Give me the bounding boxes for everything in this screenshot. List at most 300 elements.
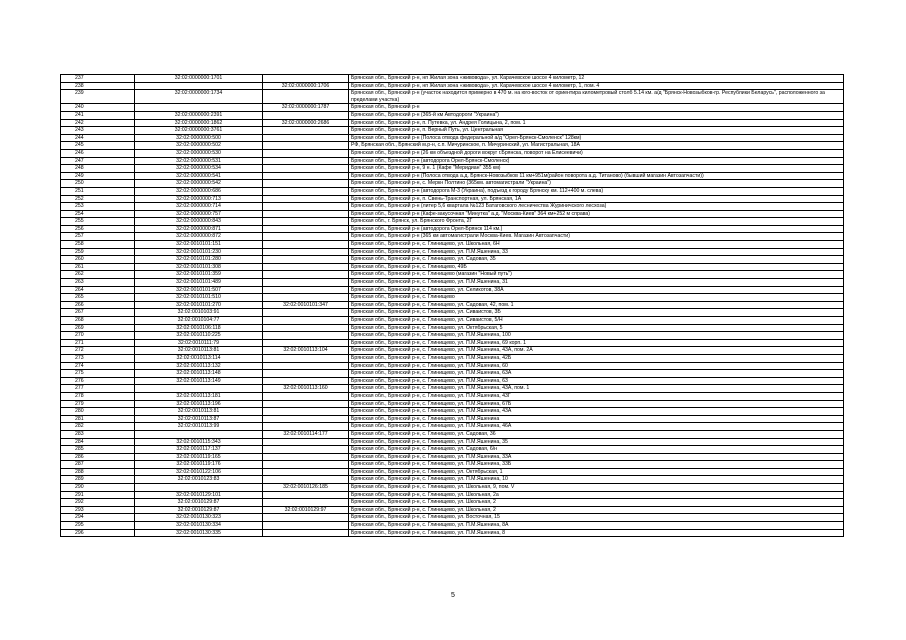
related-cadastral-number-cell <box>263 203 349 211</box>
address-cell: Брянская обл., Брянский р-н, п. Путевка, ул. Андрея Голицына, 2, пом. 1 <box>349 119 844 127</box>
cadastral-number-cell: 32:02:0010113:114 <box>135 354 263 362</box>
cadastral-number-cell: 32:02:0000000:1862 <box>135 119 263 127</box>
row-number: 276 <box>61 377 135 385</box>
table-row <box>61 218 844 226</box>
row-number: 269 <box>61 324 135 332</box>
cadastral-number-cell: 32:02:0010106:118 <box>135 324 263 332</box>
address-cell: Брянская обл., Брянский р-н, с. Глинищево, ул. П.М.Яшенина, 35 <box>349 438 844 446</box>
row-number: 280 <box>61 408 135 416</box>
related-cadastral-number-cell <box>263 149 349 157</box>
table-row <box>61 294 844 302</box>
address-cell: Брянская обл., Брянский р-н, нп Жилая зона «живовода», ул. Карачевское шоссе 4 километр, 12 <box>349 75 844 83</box>
cadastral-number-cell: 32:02:0010113:148 <box>135 370 263 378</box>
address-cell: Брянская обл., Брянский р-н (365-й км Автодороги "Украина") <box>349 111 844 119</box>
table-row <box>61 271 844 279</box>
address-cell: Брянская обл., Брянский р-н <box>349 104 844 112</box>
row-number: 257 <box>61 233 135 241</box>
related-cadastral-number-cell <box>263 210 349 218</box>
related-cadastral-number-cell <box>263 111 349 119</box>
address-cell: Брянская обл., Брянский р-н, с. Глинищево, ул. Школьная, 9, пом. V <box>349 484 844 492</box>
related-cadastral-number-cell <box>263 142 349 150</box>
related-cadastral-number-cell <box>263 522 349 530</box>
cadastral-number-cell: 32:02:0010117:137 <box>135 446 263 454</box>
cadastral-number-cell: 32:02:0010113:81 <box>135 347 263 355</box>
cadastral-number-cell: 32:02:0000000:871 <box>135 225 263 233</box>
related-cadastral-number-cell <box>263 362 349 370</box>
related-cadastral-number-cell <box>263 408 349 416</box>
address-cell: Брянская обл., Брянский р-н (Кафе-закусочная "Минутка" а.д. "Москва-Киев" 364 км+252 м справа) <box>349 210 844 218</box>
related-cadastral-number-cell <box>263 332 349 340</box>
row-number: 296 <box>61 529 135 537</box>
related-cadastral-number-cell <box>263 468 349 476</box>
row-number: 278 <box>61 392 135 400</box>
related-cadastral-number-cell <box>263 271 349 279</box>
row-number: 293 <box>61 506 135 514</box>
address-cell: Брянская обл., Брянский р-н, с. Глинищево, ул. П.М.Яшенина, 100 <box>349 332 844 340</box>
cadastral-number-cell: 32:02:0010101:489 <box>135 279 263 287</box>
cadastral-number-cell: 32:02:0010101:507 <box>135 286 263 294</box>
row-number: 282 <box>61 423 135 431</box>
cadastral-number-cell: 32:02:0000000:1701 <box>135 75 263 83</box>
table-row <box>61 347 844 355</box>
row-number: 258 <box>61 241 135 249</box>
address-cell: Брянская обл., Брянский р-н (литер 5,6 квартала №123 Батаговского лесничества Журиничского лесхоза) <box>349 203 844 211</box>
cadastral-number-cell: 32:02:0000000:502 <box>135 142 263 150</box>
address-cell: Брянская обл., г. Брянск, ул. Брянского Фронта, 2Г <box>349 218 844 226</box>
related-cadastral-number-cell: 32:02:0000000:1706 <box>263 82 349 90</box>
table-row <box>61 491 844 499</box>
table-row <box>61 82 844 90</box>
address-cell: Брянская обл., Брянский р-н, с. Глинищево, ул. П.М.Яшенина, 43Г <box>349 392 844 400</box>
table-row <box>61 499 844 507</box>
related-cadastral-number-cell <box>263 218 349 226</box>
cadastral-number-cell: 32:02:0010113:149 <box>135 377 263 385</box>
row-number: 248 <box>61 165 135 173</box>
address-cell: Брянская обл., Брянский р-н, с. Глинищево, ул. П.М.Яшенина <box>349 415 844 423</box>
address-cell: Брянская обл., Брянский р-н, с. Глинищево, ул. П.М.Яшенина, 67Б <box>349 400 844 408</box>
address-cell: Брянская обл., Брянский р-н, с. Глинищево, ул. П.М.Яшенина, 33 <box>349 248 844 256</box>
address-cell: Брянская обл., Брянский р-н, нп Жилая зона «живовода», ул. Карачевское шоссе 4 километр, 1, пом. 4 <box>349 82 844 90</box>
table-row <box>61 408 844 416</box>
cadastral-number-cell: 32:02:0010129:87 <box>135 499 263 507</box>
address-cell: Брянская обл., Брянский р-н, с. Глинищево, ул. Школьная, 2 <box>349 499 844 507</box>
row-number: 277 <box>61 385 135 393</box>
address-cell: Брянская обл., Брянский р-н, с. Глинищево, ул. П.М.Яшенина, 42Б <box>349 354 844 362</box>
related-cadastral-number-cell <box>263 377 349 385</box>
table-row <box>61 263 844 271</box>
cadastral-number-cell: 32:02:0000000:714 <box>135 203 263 211</box>
related-cadastral-number-cell <box>263 263 349 271</box>
related-cadastral-number-cell: 32:02:0000000:2686 <box>263 119 349 127</box>
address-cell: Брянская обл., Брянский р-н, с. Глинищево, ул. П.М.Яшенина, 63А <box>349 370 844 378</box>
row-number: 256 <box>61 225 135 233</box>
related-cadastral-number-cell: 32:02:0010113:160 <box>263 385 349 393</box>
row-number: 281 <box>61 415 135 423</box>
address-cell: Брянская обл., Брянский р-н (26 км объездной дороги вокруг г.Брянска, поворот на Елисеевичи) <box>349 149 844 157</box>
related-cadastral-number-cell <box>263 256 349 264</box>
table-row <box>61 165 844 173</box>
row-number: 270 <box>61 332 135 340</box>
address-cell: Брянская обл., Брянский р-н, с. Глинищево, ул. П.М.Яшенина, 31 <box>349 279 844 287</box>
table-row <box>61 446 844 454</box>
cadastral-number-cell: 32:02:0010101:230 <box>135 248 263 256</box>
row-number: 259 <box>61 248 135 256</box>
related-cadastral-number-cell <box>263 233 349 241</box>
related-cadastral-number-cell <box>263 294 349 302</box>
related-cadastral-number-cell <box>263 248 349 256</box>
cadastral-number-cell: 32:02:0010113:81 <box>135 408 263 416</box>
related-cadastral-number-cell <box>263 370 349 378</box>
cadastral-number-cell: 32:02:0010129:87 <box>135 506 263 514</box>
row-number: 291 <box>61 491 135 499</box>
table-row <box>61 370 844 378</box>
related-cadastral-number-cell <box>263 491 349 499</box>
cadastral-number-cell: 32:02:0010101:308 <box>135 263 263 271</box>
cadastral-number-cell: 32:02:0010115:343 <box>135 438 263 446</box>
cadastral-number-cell: 32:02:0000000:757 <box>135 210 263 218</box>
row-number: 255 <box>61 218 135 226</box>
address-cell: Брянская обл., Брянский р-н, с. Глинищево, ул. Октябрьская, 5 <box>349 324 844 332</box>
cadastral-number-cell: 32:02:0010111:79 <box>135 339 263 347</box>
table-row <box>61 180 844 188</box>
address-cell: Брянская обл., Брянский р-н (участок находится примерно в 470 м. на юго-восток от ориентира километровый столб 5.14 км. а/д "Брянск-Новозыбков-гр. Республики Беларусь", расположенного за пределами участка) <box>349 90 844 104</box>
cadastral-number-cell: 32:02:0000000:843 <box>135 218 263 226</box>
address-cell: Брянская обл., Брянский р-н, с. Глинищево, ул. П.М.Яшенина, 8 <box>349 529 844 537</box>
related-cadastral-number-cell <box>263 165 349 173</box>
related-cadastral-number-cell <box>263 514 349 522</box>
row-number: 262 <box>61 271 135 279</box>
related-cadastral-number-cell <box>263 241 349 249</box>
address-cell: Брянская обл., Брянский р-н (автодорога Орел-Брянск 114 км.) <box>349 225 844 233</box>
row-number: 250 <box>61 180 135 188</box>
cadastral-number-cell: 32:02:0010119:176 <box>135 461 263 469</box>
cadastral-number-cell: 32:02:0010110:225 <box>135 332 263 340</box>
table-row <box>61 111 844 119</box>
cadastral-number-cell: 32:02:0010101:359 <box>135 271 263 279</box>
related-cadastral-number-cell <box>263 324 349 332</box>
table-row <box>61 134 844 142</box>
row-number: 284 <box>61 438 135 446</box>
table-row <box>61 332 844 340</box>
table-row <box>61 256 844 264</box>
table-row <box>61 430 844 438</box>
row-number: 283 <box>61 430 135 438</box>
cadastral-number-cell: 32:02:0010101:270 <box>135 301 263 309</box>
related-cadastral-number-cell <box>263 415 349 423</box>
table-row <box>61 286 844 294</box>
table-row <box>61 529 844 537</box>
address-cell: Брянская обл., Брянский р-н, с. Глинищево, ул. П.М.Яшенина, 10 <box>349 476 844 484</box>
table-row <box>61 423 844 431</box>
address-cell: Брянская обл., Брянский р-н, с. Глинищево, ул. П.М.Яшенина, 60 <box>349 362 844 370</box>
row-number: 251 <box>61 187 135 195</box>
address-cell: Брянская обл., Брянский р-н, с. Глинищево, ул. Восточная, 15 <box>349 514 844 522</box>
cadastral-number-cell: 32:02:0010130:334 <box>135 522 263 530</box>
table-row <box>61 301 844 309</box>
address-cell: Брянская обл., Брянский р-н, с. Глинищево, ул. П.М.Яшенина, 43А, пом. 2А <box>349 347 844 355</box>
table-row <box>61 241 844 249</box>
table-row <box>61 172 844 180</box>
table-row <box>61 339 844 347</box>
cadastral-number-cell: 32:02:0010130:335 <box>135 529 263 537</box>
table-row <box>61 484 844 492</box>
cadastral-number-cell: 32:02:0010113:181 <box>135 392 263 400</box>
address-cell: Брянская обл., Брянский р-н, с. Глинищево, ул. П.М.Яшенина, 69 корп. 1 <box>349 339 844 347</box>
row-number: 254 <box>61 210 135 218</box>
related-cadastral-number-cell <box>263 195 349 203</box>
address-cell: Брянская обл., Брянский р-н, с. Глинищево, ул. Садовая, 42, пом. 1 <box>349 301 844 309</box>
row-number: 242 <box>61 119 135 127</box>
table-row <box>61 142 844 150</box>
row-number: 241 <box>61 111 135 119</box>
row-number: 243 <box>61 127 135 135</box>
address-cell: Брянская обл., Брянский р-н, с. Глинищево <box>349 294 844 302</box>
cadastral-number-cell: 32:02:0000000:531 <box>135 157 263 165</box>
related-cadastral-number-cell <box>263 225 349 233</box>
address-cell: Брянская обл., Брянский р-н, с. Глинищево, ул. Школьная, 2 <box>349 506 844 514</box>
cadastral-number-cell: 32:02:0010129:101 <box>135 491 263 499</box>
table-row <box>61 362 844 370</box>
table-row <box>61 157 844 165</box>
cadastral-number-cell: 32:02:0000000:500 <box>135 134 263 142</box>
related-cadastral-number-cell <box>263 75 349 83</box>
row-number: 275 <box>61 370 135 378</box>
related-cadastral-number-cell: 32:02:0010126:185 <box>263 484 349 492</box>
row-number: 245 <box>61 142 135 150</box>
cadastral-number-cell: 32:02:0000000:542 <box>135 180 263 188</box>
address-cell: Брянская обл., Брянский р-н (автодорога Орел-Брянск-Смоленск) <box>349 157 844 165</box>
cadastral-number-cell <box>135 484 263 492</box>
table-row <box>61 453 844 461</box>
table-row <box>61 400 844 408</box>
related-cadastral-number-cell <box>263 438 349 446</box>
cadastral-number-cell: 32:02:0000000:530 <box>135 149 263 157</box>
cadastral-number-cell <box>135 385 263 393</box>
cadastral-number-cell: 32:02:0010113:132 <box>135 362 263 370</box>
row-number: 271 <box>61 339 135 347</box>
table-row <box>61 225 844 233</box>
row-number: 272 <box>61 347 135 355</box>
address-cell: Брянская обл., Брянский р-н, п. Свень-Транспортная, ул. Брянская, 1А <box>349 195 844 203</box>
related-cadastral-number-cell <box>263 453 349 461</box>
row-number: 266 <box>61 301 135 309</box>
row-number: 290 <box>61 484 135 492</box>
row-number: 247 <box>61 157 135 165</box>
related-cadastral-number-cell: 32:02:0010101:347 <box>263 301 349 309</box>
row-number: 253 <box>61 203 135 211</box>
row-number: 294 <box>61 514 135 522</box>
cadastral-number-cell: 32:02:0000000:713 <box>135 195 263 203</box>
row-number: 237 <box>61 75 135 83</box>
row-number: 244 <box>61 134 135 142</box>
cadastral-number-cell: 32:02:0000000:3761 <box>135 127 263 135</box>
row-number: 286 <box>61 453 135 461</box>
related-cadastral-number-cell <box>263 400 349 408</box>
row-number: 263 <box>61 279 135 287</box>
related-cadastral-number-cell <box>263 172 349 180</box>
table-row <box>61 354 844 362</box>
related-cadastral-number-cell <box>263 286 349 294</box>
table-row <box>61 415 844 423</box>
related-cadastral-number-cell: 32:02:0010113:104 <box>263 347 349 355</box>
row-number: 249 <box>61 172 135 180</box>
address-cell: Брянская обл., Брянский р-н, с. Глинищево, 49Б <box>349 263 844 271</box>
address-cell: Брянская обл., Брянский р-н, п. Верный Путь, ул. Центральная <box>349 127 844 135</box>
cadastral-number-cell: 32:02:0000000:534 <box>135 165 263 173</box>
cadastral-number-cell: 32:02:0000000:872 <box>135 233 263 241</box>
row-number: 285 <box>61 446 135 454</box>
row-number: 267 <box>61 309 135 317</box>
address-cell: Брянская обл., Брянский р-н, с. Глинищево, ул. П.М.Яшенина, 8А <box>349 522 844 530</box>
address-cell: Брянская обл., Брянский р-н, с. Глинищево, ул. П.М.Яшенина, 33А <box>349 453 844 461</box>
address-cell: Брянская обл., Брянский р-н, с. Глинищево, ул. П.М.Яшенина, 46А <box>349 423 844 431</box>
related-cadastral-number-cell <box>263 317 349 325</box>
cadastral-number-cell: 32:02:0010101:510 <box>135 294 263 302</box>
address-cell: Брянская обл., Брянский р-н, с. Глинищево, ул. Сиваистов, 5/Н <box>349 317 844 325</box>
table-row <box>61 195 844 203</box>
related-cadastral-number-cell <box>263 392 349 400</box>
table-row <box>61 210 844 218</box>
table-row <box>61 468 844 476</box>
row-number: 246 <box>61 149 135 157</box>
address-cell: Брянская обл., Брянский р-н, с. Глинищево, ул. П.М.Яшенина, 43А <box>349 408 844 416</box>
table-row <box>61 233 844 241</box>
table-row <box>61 75 844 83</box>
row-number: 264 <box>61 286 135 294</box>
address-cell: Брянская обл., Брянский р-н, с. Глинищево, ул. Сиваистов, 3Б <box>349 309 844 317</box>
row-number: 268 <box>61 317 135 325</box>
cadastral-number-cell: 32:02:0010130:323 <box>135 514 263 522</box>
row-number: 279 <box>61 400 135 408</box>
cadastral-number-cell: 32:02:0000000:1734 <box>135 90 263 104</box>
cadastral-number-cell: 32:02:0010113:87 <box>135 415 263 423</box>
table-row <box>61 385 844 393</box>
table-body <box>61 75 844 537</box>
related-cadastral-number-cell <box>263 423 349 431</box>
related-cadastral-number-cell <box>263 127 349 135</box>
related-cadastral-number-cell <box>263 529 349 537</box>
table-row <box>61 187 844 195</box>
row-number: 261 <box>61 263 135 271</box>
related-cadastral-number-cell <box>263 90 349 104</box>
row-number: 288 <box>61 468 135 476</box>
row-number: 238 <box>61 82 135 90</box>
cadastral-number-cell: 32:02:0000000:686 <box>135 187 263 195</box>
cadastral-number-cell: 32:02:0000000:541 <box>135 172 263 180</box>
address-cell: Брянская обл., Брянский р-н (автодорога М-3 (Украина), подъезд к городу Брянску км. 112+400 м. слева) <box>349 187 844 195</box>
related-cadastral-number-cell <box>263 354 349 362</box>
cadastral-number-cell: 32:02:0010101:280 <box>135 256 263 264</box>
address-cell: Брянская обл., Брянский р-н (Полоса отвода федеральной а/д "Орел-Брянск-Смоленск" 128км) <box>349 134 844 142</box>
row-number: 292 <box>61 499 135 507</box>
address-cell: Брянская обл., Брянский р-н, с. Глинищево, ул. Садовая, 6/н <box>349 446 844 454</box>
row-number: 273 <box>61 354 135 362</box>
address-cell: Брянская обл., Брянский р-н, с. Глинищево, ул. Школьная, 2а <box>349 491 844 499</box>
table-row <box>61 279 844 287</box>
cadastral-number-cell: 32:02:0010119:165 <box>135 453 263 461</box>
table-row <box>61 506 844 514</box>
row-number: 252 <box>61 195 135 203</box>
page-number: 5 <box>451 592 455 599</box>
cadastral-number-cell: 32:02:0010104:77 <box>135 317 263 325</box>
related-cadastral-number-cell <box>263 461 349 469</box>
cadastral-table <box>60 74 844 537</box>
address-cell: Брянская обл., Брянский р-н, с. Глинищево, ул. П.М.Яшенина, 43А, пом. 1 <box>349 385 844 393</box>
related-cadastral-number-cell <box>263 157 349 165</box>
cadastral-number-cell: 32:02:0010123:83 <box>135 476 263 484</box>
cadastral-number-cell: 32:02:0010113:196 <box>135 400 263 408</box>
address-cell: Брянская обл., Брянский р-н, с. Меркн Полтино (365км. автомагистрали "Украина") <box>349 180 844 188</box>
cadastral-number-cell: 32:02:0010122:106 <box>135 468 263 476</box>
address-cell: Брянская обл., Брянский р-н, с. Глинищево, ул. Селикотов, 38А <box>349 286 844 294</box>
table-row <box>61 317 844 325</box>
cadastral-number-cell: 32:02:0010113:99 <box>135 423 263 431</box>
address-cell: Брянская обл., Брянский р-н, с. Глинищево (магазин "Новый путь") <box>349 271 844 279</box>
table-row <box>61 104 844 112</box>
related-cadastral-number-cell <box>263 134 349 142</box>
row-number: 239 <box>61 90 135 104</box>
address-cell: Брянская обл., Брянский р-н (Полоса отвода а.д. Брянск-Новозыбков 11 км+951м(район поворота а.д. Титаново) (бывший магазин Автозапчасти)) <box>349 172 844 180</box>
related-cadastral-number-cell <box>263 446 349 454</box>
row-number: 274 <box>61 362 135 370</box>
related-cadastral-number-cell: 32:02:0010129:97 <box>263 506 349 514</box>
related-cadastral-number-cell <box>263 476 349 484</box>
related-cadastral-number-cell <box>263 499 349 507</box>
table-row <box>61 476 844 484</box>
table-row <box>61 392 844 400</box>
table-row <box>61 309 844 317</box>
cadastral-number-cell <box>135 82 263 90</box>
cadastral-number-cell <box>135 104 263 112</box>
address-cell: Брянская обл., Брянский р-н, с. Глинищево, ул. П.М.Яшенина, 33Б <box>349 461 844 469</box>
row-number: 287 <box>61 461 135 469</box>
address-cell: Брянская обл., Брянский р-н, 9 н. 1 (Кафе "Меридиан" 355 км) <box>349 165 844 173</box>
related-cadastral-number-cell <box>263 309 349 317</box>
table-row <box>61 203 844 211</box>
table-row <box>61 248 844 256</box>
related-cadastral-number-cell <box>263 187 349 195</box>
address-cell: РФ, Брянская обл., Брянский м.р-н, с.п. Мичуринское, п. Мичуринский, ул. Магистральная, 18А <box>349 142 844 150</box>
cadastral-number-cell <box>135 430 263 438</box>
cadastral-number-cell: 32:02:0010101:151 <box>135 241 263 249</box>
address-cell: Брянская обл., Брянский р-н, с. Глинищево, ул. Садовая, 36 <box>349 430 844 438</box>
table-row <box>61 119 844 127</box>
table-row <box>61 149 844 157</box>
table-row <box>61 461 844 469</box>
row-number: 265 <box>61 294 135 302</box>
row-number: 260 <box>61 256 135 264</box>
address-cell: Брянская обл., Брянский р-н, с. Глинищево, ул. Школьная, 6Н <box>349 241 844 249</box>
related-cadastral-number-cell <box>263 279 349 287</box>
table-row <box>61 377 844 385</box>
table-row <box>61 522 844 530</box>
row-number: 289 <box>61 476 135 484</box>
table-row <box>61 324 844 332</box>
address-cell: Брянская обл., Брянский р-н, с. Глинищево, ул. П.М.Яшенина, 63 <box>349 377 844 385</box>
table-row <box>61 514 844 522</box>
cadastral-number-cell: 32:02:0000000:2391 <box>135 111 263 119</box>
table-row <box>61 90 844 104</box>
address-cell: Брянская обл., Брянский р-н (365 км автомагистрали Москва-Киев. Магазин Автозапчасти) <box>349 233 844 241</box>
cadastral-number-cell: 32:02:0010103:91 <box>135 309 263 317</box>
related-cadastral-number-cell: 32:02:0000000:1787 <box>263 104 349 112</box>
row-number: 240 <box>61 104 135 112</box>
related-cadastral-number-cell: 32:02:0010114:177 <box>263 430 349 438</box>
address-cell: Брянская обл., Брянский р-н, с. Глинищево, ул. Октябрьская, 1 <box>349 468 844 476</box>
row-number: 295 <box>61 522 135 530</box>
table-row <box>61 127 844 135</box>
address-cell: Брянская обл., Брянский р-н, с. Глинищево, ул. Садовая, 35 <box>349 256 844 264</box>
